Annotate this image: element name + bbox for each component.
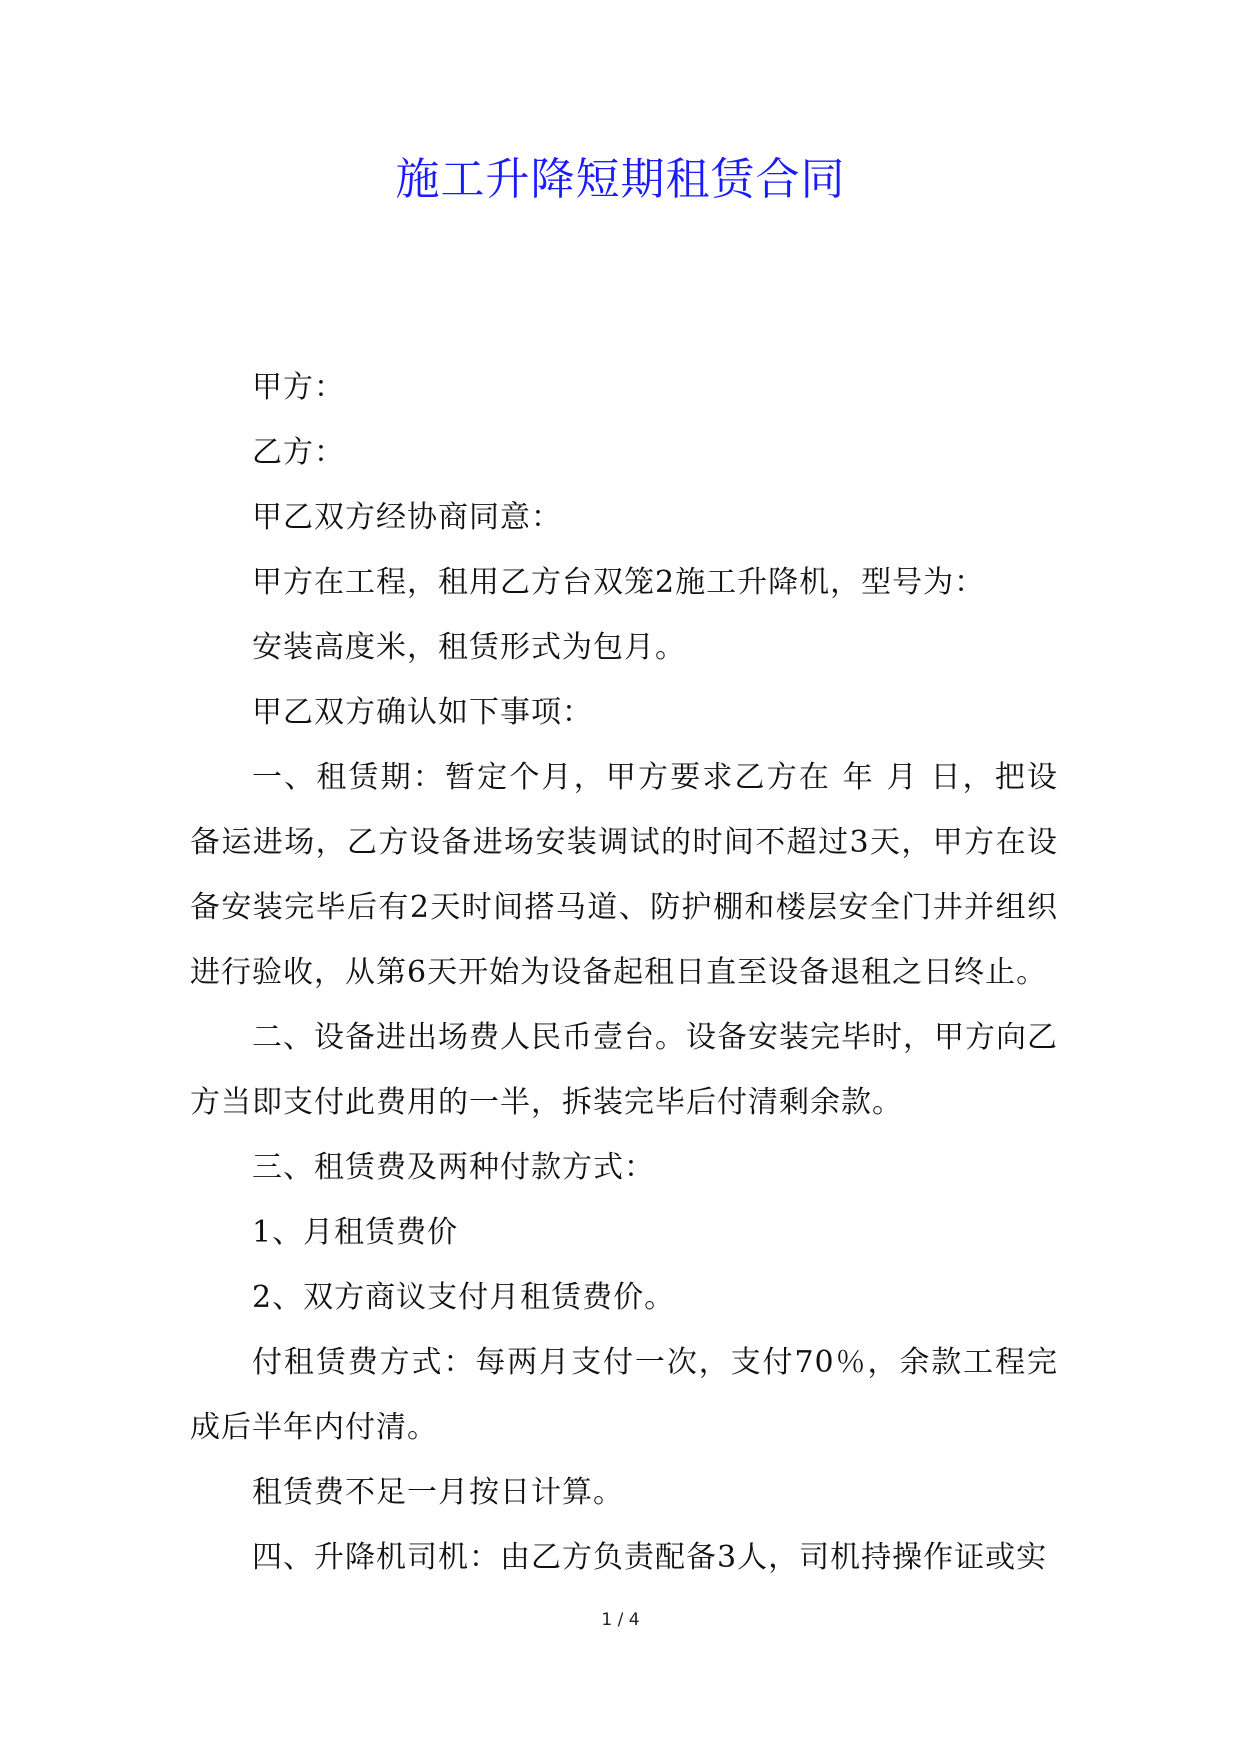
document-body <box>190 355 1058 1590</box>
paragraph-item-2: 2、双方商议支付月租赁费价。 <box>252 1280 676 1315</box>
paragraph-agreement: 甲乙双方经协商同意： <box>252 500 562 535</box>
page-number: 1 / 4 <box>601 1610 640 1630</box>
paragraph-clause-3: 三、租赁费及两种付款方式： <box>252 1150 655 1185</box>
paragraph-party-b: 乙方： <box>252 435 345 470</box>
paragraph-daily-calc: 租赁费不足一月按日计算。 <box>252 1475 624 1510</box>
paragraph-party-a: 甲方： <box>252 370 345 405</box>
paragraph-payment-method: 付租赁费方式：每两月支付一次，支付70％，余款工程完成后半年内付清。 <box>190 1345 1058 1445</box>
paragraph-clause-2: 二、设备进出场费人民币壹台。设备安装完毕时，甲方向乙方当即支付此费用的一半，拆装完毕后付清剩余款。 <box>190 1020 1058 1120</box>
paragraph-item-1: 1、月租赁费价 <box>252 1215 459 1250</box>
document-title: 施工升降短期租赁合同 <box>395 154 846 205</box>
paragraph-confirm-items: 甲乙双方确认如下事项： <box>252 695 593 730</box>
paragraph-clause-4: 四、升降机司机：由乙方负责配备3人，司机持操作证或实 <box>252 1540 1048 1575</box>
paragraph-install-height: 安装高度米，租赁形式为包月。 <box>252 630 686 665</box>
paragraph-clause-1: 一、租赁期：暂定个月，甲方要求乙方在 年 月 日，把设备运进场，乙方设备进场安装调试的时间不超过3天，甲方在设备安装完毕后有2天时间搭马道、防护棚和楼层安全门井并组织进行验收，从第6天开始为设备起租日直至设备退租之日终止。 <box>190 760 1058 990</box>
paragraph-rental-equipment: 甲方在工程，租用乙方台双笼2施工升降机，型号为： <box>252 565 986 600</box>
